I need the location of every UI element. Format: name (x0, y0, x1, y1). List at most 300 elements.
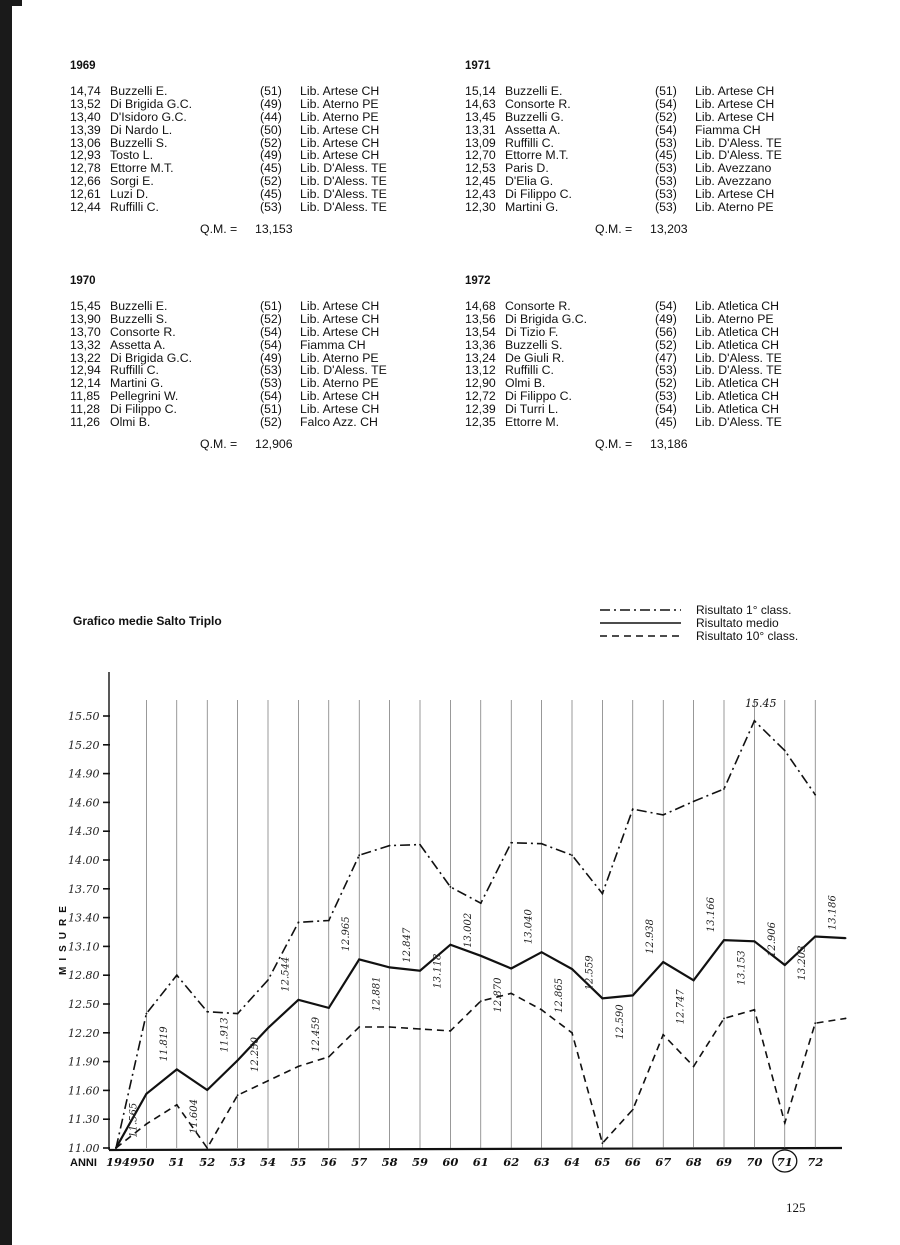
data-point (146, 1123, 148, 1125)
athlete-birth-year: (52) (655, 109, 677, 124)
athlete-score: 15,14 (465, 84, 496, 98)
athlete-club: Fiamma CH (695, 122, 761, 137)
athlete-score: 12,93 (70, 148, 101, 163)
data-point (176, 1104, 178, 1106)
athlete-score: 12,78 (70, 161, 101, 176)
x-tick-label: 69 (715, 1155, 733, 1169)
athlete-club: Lib. Aterno PE (695, 200, 774, 215)
data-label: 13.118 (432, 953, 444, 989)
data-point (206, 1011, 208, 1013)
data-point (328, 920, 330, 922)
athlete-name: Luzi D. (110, 187, 149, 202)
athlete-score: 12,90 (465, 376, 496, 391)
data-label: 12.590 (614, 1004, 626, 1040)
x-tick-label: 67 (655, 1155, 672, 1169)
athlete-name: Buzzelli G. (505, 109, 564, 124)
athlete-score: 13,90 (70, 311, 101, 326)
athlete-birth-year: (45) (655, 415, 677, 430)
data-point (541, 951, 543, 953)
data-label: 11.819 (158, 1026, 170, 1062)
data-point (146, 1093, 148, 1095)
athlete-score: 12,14 (70, 376, 101, 391)
athlete-club: Lib. Artese CH (695, 84, 775, 98)
data-point (450, 886, 452, 888)
athlete-score: 13,24 (465, 350, 496, 365)
athlete-birth-year: (53) (260, 200, 282, 215)
athlete-name: Consorte R. (505, 299, 571, 313)
x-tick-label: 53 (229, 1155, 246, 1169)
y-tick-label: 11.60 (68, 1084, 100, 1098)
athlete-name: Ruffilli C. (505, 363, 554, 378)
athlete-birth-year: (53) (260, 363, 282, 378)
athlete-club: Lib. Aterno PE (300, 96, 379, 111)
athlete-name: Di Brigida G.C. (110, 350, 193, 365)
y-tick-label: 12.50 (68, 998, 100, 1011)
athlete-name: Di Filippo C. (110, 402, 177, 417)
athlete-club: Lib. Artese CH (300, 148, 380, 163)
athlete-score: 12,70 (465, 148, 496, 163)
athlete-name: Consorte R. (505, 96, 571, 111)
athlete-birth-year: (52) (260, 135, 282, 150)
y-tick-label: 13.40 (68, 911, 100, 925)
athlete-club: Lib. Artese CH (300, 311, 380, 326)
y-axis-title: MISURE (58, 900, 69, 975)
x-tick-label: 68 (685, 1155, 702, 1169)
athlete-club: Lib. Artese CH (300, 135, 380, 150)
data-point (358, 958, 360, 960)
athlete-club: Lib. D'Aless. TE (300, 200, 387, 215)
data-label: 13.040 (523, 909, 535, 945)
data-label: 12.865 (554, 977, 565, 1013)
x-tick-label: 55 (290, 1155, 307, 1169)
x-tick-label: 58 (381, 1155, 398, 1169)
athlete-name: Buzzelli E. (505, 84, 563, 98)
y-tick-label: 13.10 (68, 940, 100, 954)
athlete-score: 13,36 (465, 337, 496, 352)
athlete-club: Lib. D'Aless. TE (300, 363, 387, 378)
athlete-club: Lib. D'Aless. TE (300, 187, 387, 202)
data-point (784, 1122, 786, 1124)
data-point (389, 845, 391, 847)
athlete-score: 15,45 (70, 299, 101, 313)
peak-label: 15.45 (745, 697, 777, 710)
data-point (267, 1080, 269, 1082)
y-tick-label: 15.20 (68, 738, 100, 752)
athlete-birth-year: (53) (655, 363, 677, 378)
athlete-name: Buzzelli S. (110, 311, 168, 326)
data-point (146, 1013, 148, 1015)
data-label: 12.544 (280, 956, 292, 992)
data-label: 11.604 (189, 1099, 201, 1135)
data-label: 13.153 (736, 950, 748, 986)
athlete-club: Lib. Atletica CH (695, 299, 780, 313)
data-point (784, 750, 786, 752)
athlete-club: Lib. Artese CH (300, 299, 380, 313)
athlete-club: Lib. D'Aless. TE (695, 350, 782, 365)
data-label: 12.559 (584, 955, 596, 991)
data-point (723, 939, 725, 941)
athlete-birth-year: (54) (655, 402, 677, 417)
athlete-name: Ruffilli C. (505, 135, 554, 150)
average-label: Q.M. = (595, 436, 633, 451)
athlete-score: 12,44 (70, 200, 101, 215)
athlete-club: Lib. Artese CH (300, 389, 380, 404)
athlete-birth-year: (52) (655, 376, 677, 391)
athlete-club: Lib. Avezzano (695, 174, 772, 189)
athlete-birth-year: (54) (260, 324, 282, 339)
athlete-name: Di Filippo C. (505, 389, 572, 404)
x-tick-label: 71 (776, 1155, 793, 1169)
data-point (784, 964, 786, 966)
data-point (602, 893, 604, 895)
data-point (571, 854, 573, 856)
athlete-score: 14,68 (465, 299, 496, 313)
average-label: Q.M. = (595, 221, 633, 236)
data-point (723, 1018, 725, 1020)
y-tick-label: 12.80 (68, 969, 100, 983)
data-point (450, 1030, 452, 1032)
data-point (480, 1000, 482, 1002)
x-tick-label: 72 (807, 1155, 824, 1169)
athlete-score: 12,35 (465, 415, 496, 430)
chart-title: Grafico medie Salto Triplo (73, 614, 222, 628)
data-point (845, 1018, 847, 1020)
athlete-club: Lib. Aterno PE (300, 350, 379, 365)
athlete-score: 12,72 (465, 389, 496, 404)
data-point (602, 997, 604, 999)
average-label: Q.M. = (200, 221, 238, 236)
athlete-name: Olmi B. (505, 376, 546, 391)
athlete-name: Pellegrini W. (110, 389, 179, 404)
athlete-club: Lib. Atletica CH (695, 376, 780, 391)
data-point (358, 1026, 360, 1028)
athlete-birth-year: (47) (655, 350, 677, 365)
x-tick-label: 64 (563, 1155, 581, 1169)
athlete-score: 13,45 (465, 109, 496, 124)
athlete-birth-year: (54) (260, 337, 282, 352)
ranking-year: 1972 (465, 275, 491, 287)
data-point (206, 1147, 208, 1149)
athlete-score: 12,43 (465, 187, 496, 202)
athlete-club: Lib. Atletica CH (695, 402, 780, 417)
data-point (298, 999, 300, 1001)
data-point (267, 979, 269, 981)
legend-label: Risultato 10° class. (696, 629, 799, 643)
data-label: 12.747 (675, 989, 687, 1025)
data-point (237, 1059, 239, 1061)
athlete-name: Ruffilli C. (110, 200, 159, 215)
athlete-birth-year: (51) (655, 84, 677, 98)
y-tick-label: 12.20 (68, 1026, 100, 1040)
athlete-birth-year: (44) (260, 109, 282, 124)
athlete-club: Lib. Artese CH (300, 402, 380, 417)
athlete-score: 14,74 (70, 84, 101, 98)
legend-label: Risultato 1° class. (696, 603, 792, 617)
athlete-club: Lib. Artese CH (695, 109, 775, 124)
athlete-name: Di Brigida G.C. (505, 311, 588, 326)
data-point (723, 788, 725, 790)
data-label: 13.186 (827, 895, 839, 931)
athlete-name: Di Turri L. (505, 402, 559, 417)
athlete-birth-year: (52) (260, 174, 282, 189)
y-tick-label: 14.60 (68, 796, 100, 810)
athlete-birth-year: (51) (260, 84, 282, 98)
athlete-club: Lib. D'Aless. TE (300, 174, 387, 189)
x-tick-label: 51 (168, 1155, 185, 1169)
athlete-score: 13,09 (465, 135, 496, 150)
athlete-name: Consorte R. (110, 324, 176, 339)
athlete-birth-year: (53) (655, 389, 677, 404)
data-point (267, 1027, 269, 1029)
data-point (662, 1034, 664, 1036)
data-point (176, 974, 178, 976)
data-point (602, 1142, 604, 1144)
y-tick-label: 14.30 (68, 825, 100, 839)
y-tick-label: 11.90 (68, 1055, 100, 1069)
x-tick-label: 70 (746, 1155, 763, 1169)
athlete-club: Lib. Artese CH (300, 84, 380, 98)
data-label: 12.847 (402, 927, 413, 963)
data-label: 12.459 (310, 1016, 322, 1052)
athlete-club: Falco Azz. CH (300, 415, 378, 430)
page-number: 125 (786, 1200, 806, 1215)
data-point (541, 1009, 543, 1011)
data-point (358, 854, 360, 856)
ranking-year: 1969 (70, 60, 96, 72)
athlete-birth-year: (53) (655, 200, 677, 215)
data-label: 12.965 (341, 916, 353, 952)
ranking-year: 1971 (465, 60, 491, 72)
athlete-club: Lib. Aterno PE (300, 376, 379, 391)
data-point (510, 842, 512, 844)
data-point (115, 1147, 117, 1149)
data-point (389, 1026, 391, 1028)
data-point (237, 1013, 239, 1015)
athlete-club: Lib. D'Aless. TE (695, 363, 782, 378)
x-tick-label: 59 (411, 1155, 429, 1169)
athlete-score: 13,52 (70, 96, 101, 111)
data-point (754, 940, 756, 942)
x-axis (109, 1148, 842, 1150)
athlete-name: Di Tizio F. (505, 324, 559, 339)
data-point (298, 1066, 300, 1068)
y-tick-label: 11.00 (68, 1142, 100, 1155)
athlete-name: Tosto L. (110, 148, 154, 163)
data-point (814, 936, 816, 938)
athlete-club: Lib. D'Aless. TE (695, 415, 782, 430)
x-tick-label: 62 (503, 1155, 520, 1169)
athlete-birth-year: (53) (655, 135, 677, 150)
athlete-score: 13,56 (465, 311, 496, 326)
x-tick-label: 63 (533, 1155, 550, 1169)
x-tick-label: 56 (320, 1155, 337, 1169)
average-value: 13,203 (650, 221, 688, 236)
data-point (814, 1022, 816, 1024)
data-point (632, 808, 634, 810)
athlete-score: 11,85 (70, 389, 100, 404)
athlete-name: Buzzelli E. (110, 84, 168, 98)
athlete-birth-year: (49) (260, 350, 282, 365)
data-point (845, 937, 847, 939)
athlete-score: 13,70 (70, 324, 101, 339)
athlete-club: Lib. Aterno PE (300, 109, 379, 124)
x-axis-title: ANNI (70, 1157, 97, 1169)
data-point (510, 993, 512, 995)
ranking-year: 1970 (70, 275, 96, 287)
data-label: 13.166 (706, 897, 717, 933)
athlete-club: Lib. D'Aless. TE (695, 148, 782, 163)
athlete-birth-year: (49) (655, 311, 677, 326)
y-tick-label: 13.70 (68, 882, 100, 896)
athlete-club: Lib. Atletica CH (695, 324, 780, 339)
athlete-score: 13,22 (70, 350, 101, 365)
athlete-score: 13,32 (70, 337, 101, 352)
athlete-score: 13,06 (70, 135, 101, 150)
athlete-club: Lib. Artese CH (695, 187, 775, 202)
athlete-score: 12,45 (465, 174, 496, 189)
athlete-birth-year: (53) (655, 174, 677, 189)
athlete-birth-year: (45) (260, 187, 282, 202)
data-point (693, 1066, 695, 1068)
athlete-score: 12,94 (70, 363, 101, 378)
athlete-name: Sorgi E. (110, 174, 154, 189)
athlete-club: Lib. Aterno PE (695, 311, 774, 326)
data-label: 12.870 (493, 977, 505, 1013)
athlete-name: Ettorre M.T. (110, 161, 174, 176)
data-point (541, 843, 543, 845)
athlete-birth-year: (51) (260, 299, 282, 313)
athlete-score: 11,28 (70, 402, 100, 417)
athlete-club: Lib. Avezzano (695, 161, 772, 176)
athlete-club: Lib. D'Aless. TE (300, 161, 387, 176)
athlete-birth-year: (52) (260, 415, 282, 430)
x-tick-label: 50 (138, 1155, 155, 1169)
athlete-name: Buzzelli E. (110, 299, 168, 313)
data-point (176, 1068, 178, 1070)
athlete-name: Ruffilli C. (110, 363, 159, 378)
data-label: 11.565 (128, 1102, 140, 1138)
athlete-score: 13,31 (465, 122, 496, 137)
data-point (480, 902, 482, 904)
athlete-score: 12,53 (465, 161, 496, 176)
athlete-birth-year: (52) (260, 311, 282, 326)
athlete-name: Martini G. (505, 200, 559, 215)
athlete-birth-year: (45) (655, 148, 677, 163)
data-point (571, 1032, 573, 1034)
athlete-name: Paris D. (505, 161, 549, 176)
data-label: 12.881 (371, 976, 383, 1012)
data-point (389, 967, 391, 969)
data-label: 12.906 (766, 922, 778, 958)
athlete-name: Di Nardo L. (110, 122, 173, 137)
data-label: 13.002 (462, 912, 474, 948)
data-point (450, 944, 452, 946)
x-tick-label: 57 (351, 1155, 368, 1169)
data-label: 13.203 (797, 945, 809, 981)
athlete-birth-year: (51) (260, 402, 282, 417)
data-point (419, 1028, 421, 1030)
x-tick-label: 1949 (105, 1155, 139, 1169)
athlete-score: 13,40 (70, 109, 101, 124)
average-value: 13,153 (255, 221, 293, 236)
athlete-score: 12,66 (70, 174, 101, 189)
athlete-name: D'Elia G. (505, 174, 554, 189)
athlete-birth-year: (54) (260, 389, 282, 404)
athlete-name: Buzzelli S. (505, 337, 563, 352)
data-point (328, 1056, 330, 1058)
athlete-score: 14,63 (465, 96, 496, 111)
athlete-score: 12,30 (465, 200, 496, 215)
average-label: Q.M. = (200, 436, 238, 451)
athlete-name: Olmi B. (110, 415, 151, 430)
athlete-club: Lib. Artese CH (300, 324, 380, 339)
athlete-birth-year: (56) (655, 324, 677, 339)
athlete-name: Assetta A. (110, 337, 166, 352)
athlete-score: 13,39 (70, 122, 101, 137)
x-tick-label: 61 (472, 1155, 489, 1169)
data-point (693, 801, 695, 803)
x-tick-label: 66 (624, 1155, 641, 1169)
data-point (693, 979, 695, 981)
x-tick-label: 52 (199, 1155, 216, 1169)
x-tick-label: 54 (259, 1155, 277, 1169)
athlete-birth-year: (54) (655, 96, 677, 111)
athlete-birth-year: (45) (260, 161, 282, 176)
y-tick-label: 14.00 (68, 854, 100, 867)
athlete-birth-year: (49) (260, 148, 282, 163)
athlete-club: Lib. Artese CH (300, 122, 380, 137)
data-point (632, 994, 634, 996)
athlete-name: Di Filippo C. (505, 187, 572, 202)
athlete-birth-year: (53) (655, 161, 677, 176)
data-point (662, 961, 664, 963)
x-tick-label: 65 (594, 1155, 611, 1169)
data-point (814, 794, 816, 796)
average-value: 12,906 (255, 436, 293, 451)
athlete-name: D'Isidoro G.C. (110, 109, 187, 124)
legend-label: Risultato medio (696, 616, 779, 630)
athlete-score: 12,61 (70, 187, 101, 202)
y-tick-label: 11.30 (68, 1113, 100, 1127)
athlete-name: Assetta A. (505, 122, 561, 137)
data-label: 12.250 (250, 1037, 261, 1072)
data-point (419, 970, 421, 972)
athlete-birth-year: (49) (260, 96, 282, 111)
athlete-score: 13,54 (465, 324, 496, 339)
athlete-birth-year: (53) (260, 376, 282, 391)
data-point (632, 1109, 634, 1111)
data-point (298, 922, 300, 924)
y-tick-label: 15.50 (68, 710, 100, 723)
athlete-birth-year: (54) (655, 299, 677, 313)
x-tick-label: 60 (442, 1155, 459, 1169)
data-point (662, 814, 664, 816)
athlete-name: De Giuli R. (505, 350, 565, 365)
data-point (754, 1009, 756, 1011)
average-value: 13,186 (650, 436, 688, 451)
athlete-score: 11,26 (70, 415, 100, 430)
athlete-club: Fiamma CH (300, 337, 366, 352)
data-point (510, 968, 512, 970)
athlete-club: Lib. Atletica CH (695, 389, 780, 404)
data-point (237, 1094, 239, 1096)
athlete-score: 13,12 (465, 363, 496, 378)
athlete-birth-year: (50) (260, 122, 282, 137)
data-label: 11.913 (219, 1017, 231, 1053)
athlete-birth-year: (54) (655, 122, 677, 137)
data-point (754, 720, 756, 722)
data-point (328, 1007, 330, 1009)
